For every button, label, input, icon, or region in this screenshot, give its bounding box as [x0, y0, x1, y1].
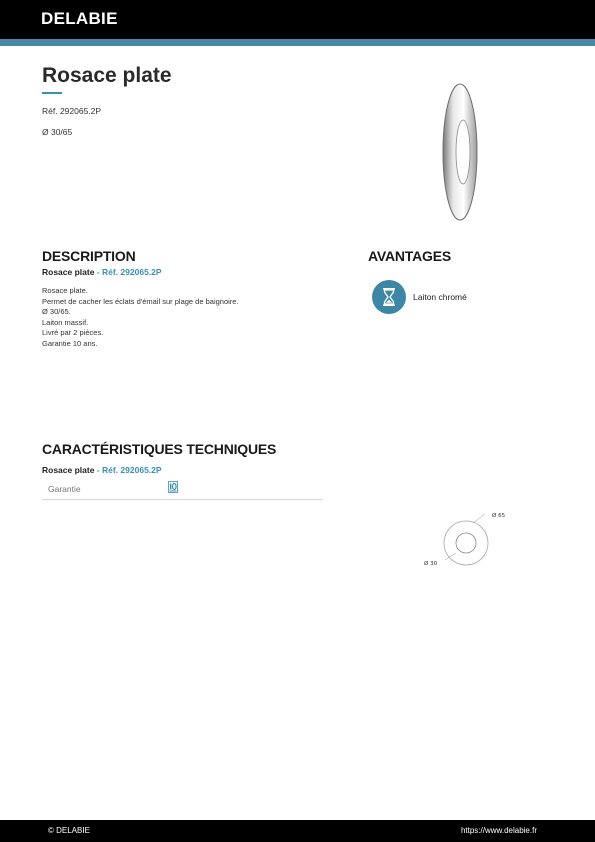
spec-key: Garantie: [48, 484, 81, 494]
footer-bar: [0, 820, 595, 842]
warranty-10-icon: [168, 481, 178, 493]
description-line: Permet de cacher les éclats d'émail sur plage de baignoire.: [42, 296, 239, 306]
specs-subtitle: [42, 465, 162, 475]
leader-line-outer: [473, 514, 485, 523]
outer-diameter-label: Ø 65: [492, 513, 506, 519]
description-line: Rosace plate.: [42, 286, 88, 295]
description-product-ref: - Réf. 292065.2P: [94, 267, 162, 277]
product-diameter: Ø 30/65: [42, 127, 73, 137]
specs-product-name: Rosace plate: [42, 465, 95, 475]
accent-strip: [0, 39, 595, 46]
inner-diameter-label: Ø 30: [424, 561, 438, 567]
description-line: Ø 30/65.: [42, 307, 71, 316]
description-list: [42, 286, 239, 349]
product-ref: Réf. 292065.2P: [42, 106, 102, 116]
description-product-name: Rosace plate: [42, 267, 95, 277]
product-image: [435, 80, 485, 225]
description-subtitle: [42, 267, 162, 277]
footer-url-link[interactable]: https://www.delabie.fr: [460, 826, 537, 835]
description-line: Laiton massif.: [42, 317, 89, 327]
description-line: Garantie 10 ans.: [42, 338, 98, 348]
title-underline: [42, 92, 62, 94]
specs-product-ref: - Réf. 292065.2P: [94, 465, 162, 475]
header-bar: [0, 0, 595, 39]
technical-drawing: [418, 505, 528, 575]
specs-heading: CARACTÉRISTIQUES TECHNIQUES: [42, 441, 277, 457]
advantage-label: Laiton chromé: [413, 292, 467, 302]
description-heading: DESCRIPTION: [42, 248, 136, 264]
spec-row-warranty: [42, 476, 323, 500]
hourglass-icon: [372, 280, 406, 314]
page-title: Rosace plate: [42, 64, 172, 87]
advantages-heading: AVANTAGES: [368, 248, 451, 264]
footer-copyright: © DELABIE: [48, 826, 90, 835]
description-line: Livré par 2 pièces.: [42, 328, 104, 337]
brand-logo[interactable]: DELABIE: [41, 9, 118, 28]
